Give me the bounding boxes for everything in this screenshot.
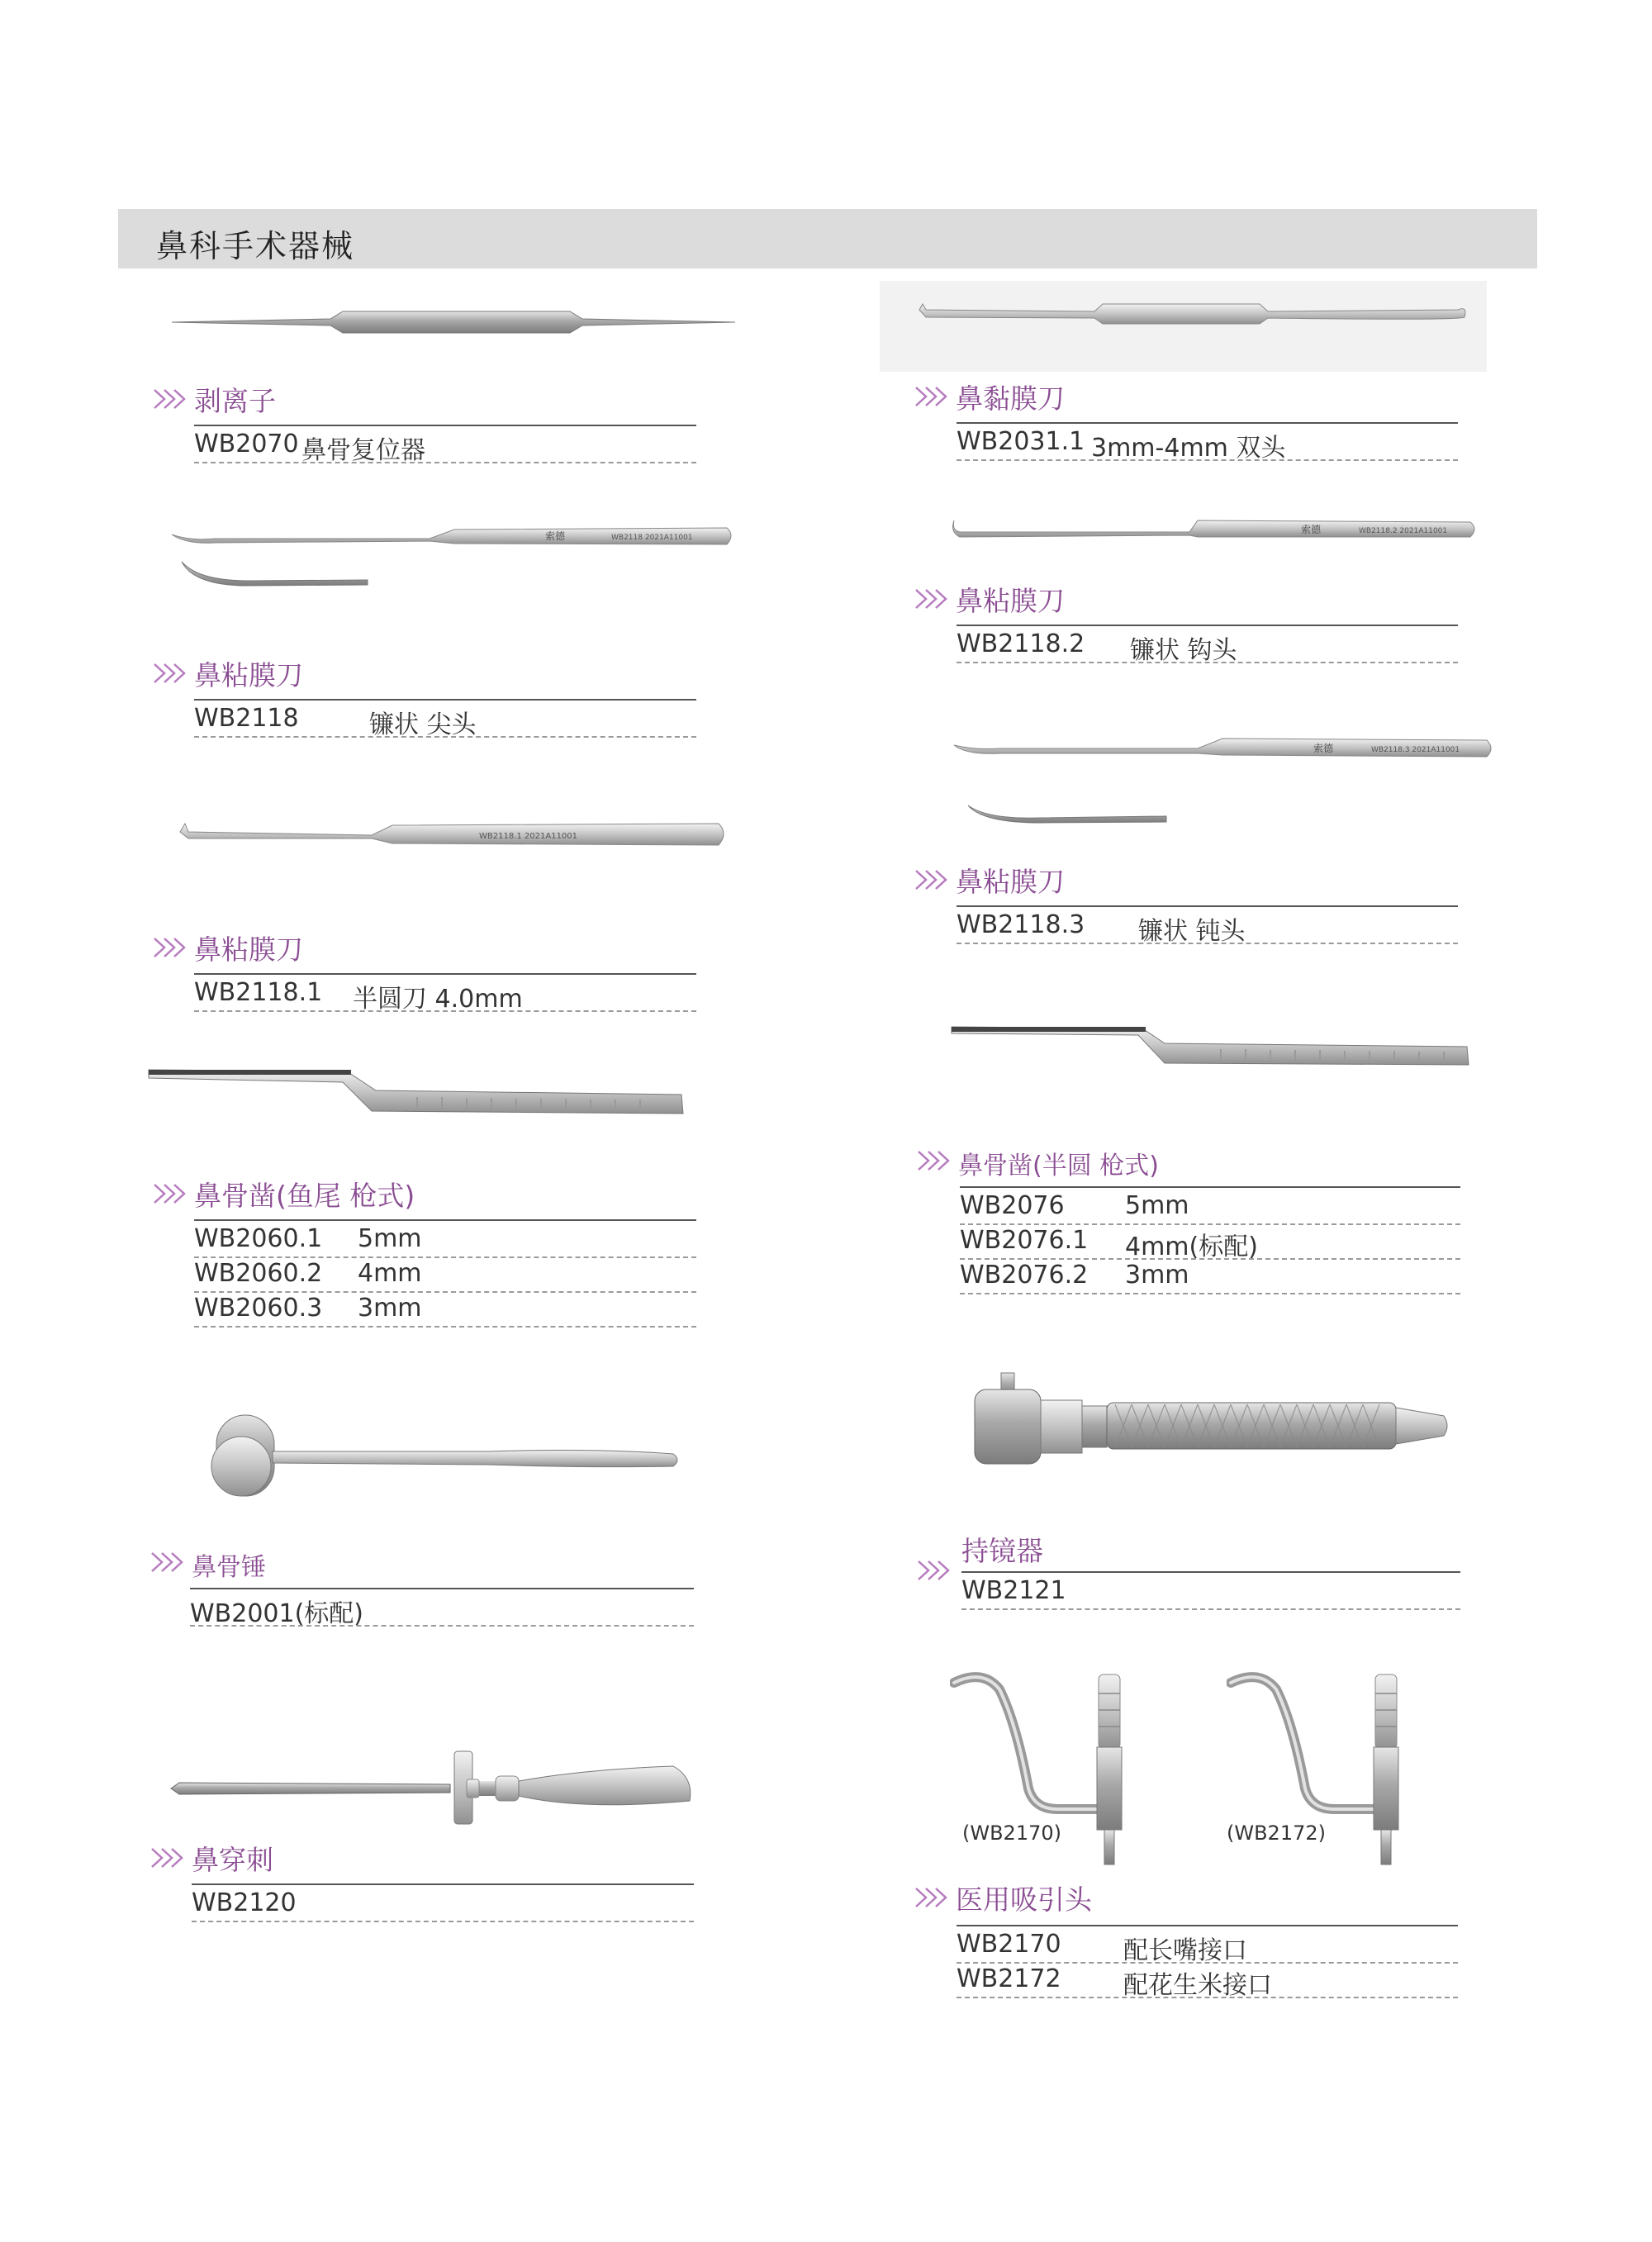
product-code: WB2076.1 (960, 1226, 1089, 1255)
half-round-knife-image (173, 814, 735, 863)
product-row (194, 1223, 696, 1258)
product-row (194, 702, 696, 738)
engraving: WB2118 2021A11001 (611, 534, 693, 542)
product-row (192, 1887, 694, 1922)
product-row (960, 1259, 1460, 1294)
nasal-puncture-image (169, 1743, 698, 1834)
section-title: 鼻粘膜刀 (956, 585, 1065, 617)
product-code: WB2031.1 (957, 427, 1085, 456)
product-row (190, 1591, 694, 1627)
product-row (194, 976, 696, 1012)
section-rule (194, 699, 696, 701)
product-desc: 配花生米接口 (1123, 1971, 1272, 2000)
page-title: 鼻科手术器械 (156, 228, 355, 264)
suction-caption-a: (WB2170) (962, 1822, 1061, 1845)
section-title: 鼻粘膜刀 (956, 866, 1065, 898)
product-desc: 3mm (358, 1294, 422, 1323)
brand-stamp: 索德 (1313, 743, 1334, 754)
product-code: WB2118.1 (194, 978, 323, 1007)
product-desc: 配长嘴接口 (1123, 1936, 1247, 1965)
double-chevron-icon (913, 867, 951, 892)
product-row (957, 1928, 1458, 1964)
section-rule (957, 625, 1458, 626)
section-title: 鼻穿刺 (192, 1844, 273, 1876)
product-code: WB2060.1 (194, 1224, 323, 1253)
section-title: 鼻粘膜刀 (194, 933, 303, 966)
product-row (957, 1963, 1458, 1998)
section-rule (957, 905, 1458, 907)
product-row (960, 1190, 1460, 1225)
product-desc: 5mm (1125, 1191, 1189, 1220)
suction-caption-b: (WB2172) (1227, 1822, 1326, 1845)
section-rule (194, 1219, 696, 1221)
product-code: WB2118.3 (957, 910, 1085, 939)
section-rule (957, 422, 1458, 424)
product-row (194, 428, 696, 463)
product-desc: 镰状 尖头 (369, 710, 477, 739)
product-code: WB2001(标配) (190, 1599, 363, 1628)
section-title: 鼻骨凿(半圆 枪式) (958, 1152, 1159, 1180)
product-desc: 半圆刀 4.0mm (353, 985, 523, 1014)
blunt-head-knife-image (950, 727, 1495, 830)
double-chevron-icon (151, 1181, 189, 1206)
brand-stamp: 索德 (1301, 524, 1322, 535)
fishtail-chisel-image (145, 1057, 690, 1123)
product-code: WB2118.2 (957, 629, 1085, 658)
product-code: WB2070 (194, 430, 299, 458)
product-desc: 3mm (1125, 1261, 1189, 1290)
section-rule (190, 1588, 694, 1589)
product-code: WB2060.3 (194, 1294, 323, 1323)
scope-holder-image (966, 1363, 1454, 1470)
double-end-mucosa-knife-image (880, 281, 1487, 372)
section-title: 鼻骨锤 (192, 1553, 266, 1582)
section-rule (961, 1571, 1460, 1573)
product-code: WB2118 (194, 704, 299, 733)
product-desc: 3mm-4mm 双头 (1091, 434, 1286, 463)
double-chevron-icon (149, 1550, 187, 1575)
product-code: WB2170 (957, 1930, 1061, 1959)
section-title: 剥离子 (194, 385, 276, 417)
product-code: WB2076.2 (960, 1261, 1089, 1290)
double-chevron-icon (151, 387, 189, 411)
product-row (957, 425, 1458, 461)
hook-head-knife-image (950, 512, 1479, 553)
section-rule (192, 1883, 694, 1885)
section-title: 鼻黏膜刀 (956, 382, 1065, 415)
double-chevron-icon (915, 1558, 953, 1583)
double-chevron-icon (913, 587, 951, 611)
nasal-hammer-image (206, 1408, 686, 1508)
double-chevron-icon (913, 384, 951, 409)
product-row (957, 628, 1458, 663)
product-desc: 5mm (358, 1224, 422, 1253)
product-row (960, 1224, 1460, 1260)
engraving: WB2118.3 2021A11001 (1371, 746, 1460, 754)
product-code: WB2076 (960, 1191, 1065, 1220)
double-chevron-icon (151, 935, 189, 960)
engraving: WB2118.2 2021A11001 (1359, 527, 1448, 535)
product-row (194, 1257, 696, 1293)
engraving: WB2118.1 2021A11001 (479, 832, 578, 841)
section-rule (194, 973, 696, 975)
section-title: 医用吸引头 (956, 1883, 1092, 1916)
product-code: WB2121 (961, 1576, 1066, 1605)
section-rule (957, 1925, 1458, 1926)
section-title: 持镜器 (961, 1535, 1043, 1567)
product-code: WB2172 (957, 1964, 1061, 1993)
section-title: 鼻粘膜刀 (194, 659, 303, 691)
section-title: 鼻骨凿(鱼尾 枪式) (194, 1180, 415, 1212)
product-desc: 4mm(标配) (1125, 1233, 1258, 1261)
sickle-knife-image (165, 516, 743, 595)
brand-stamp: 索德 (545, 530, 566, 542)
double-chevron-icon (149, 1845, 187, 1870)
product-desc: 镰状 钩头 (1130, 636, 1237, 665)
header-band (118, 209, 1537, 268)
product-desc: 4mm (358, 1259, 422, 1288)
section-rule (194, 425, 696, 426)
double-chevron-icon (913, 1885, 951, 1910)
half-round-chisel-image (948, 1020, 1477, 1074)
product-row (957, 909, 1458, 944)
double-chevron-icon (151, 661, 189, 686)
product-code: WB2060.2 (194, 1259, 323, 1288)
elevator-image (165, 302, 743, 343)
product-row (961, 1575, 1460, 1610)
product-code: WB2120 (192, 1888, 297, 1917)
product-desc: 鼻骨复位器 (301, 436, 425, 465)
double-chevron-icon (915, 1148, 953, 1173)
product-desc: 镰状 钝头 (1138, 917, 1246, 946)
product-row (194, 1292, 696, 1328)
section-rule (960, 1186, 1460, 1188)
